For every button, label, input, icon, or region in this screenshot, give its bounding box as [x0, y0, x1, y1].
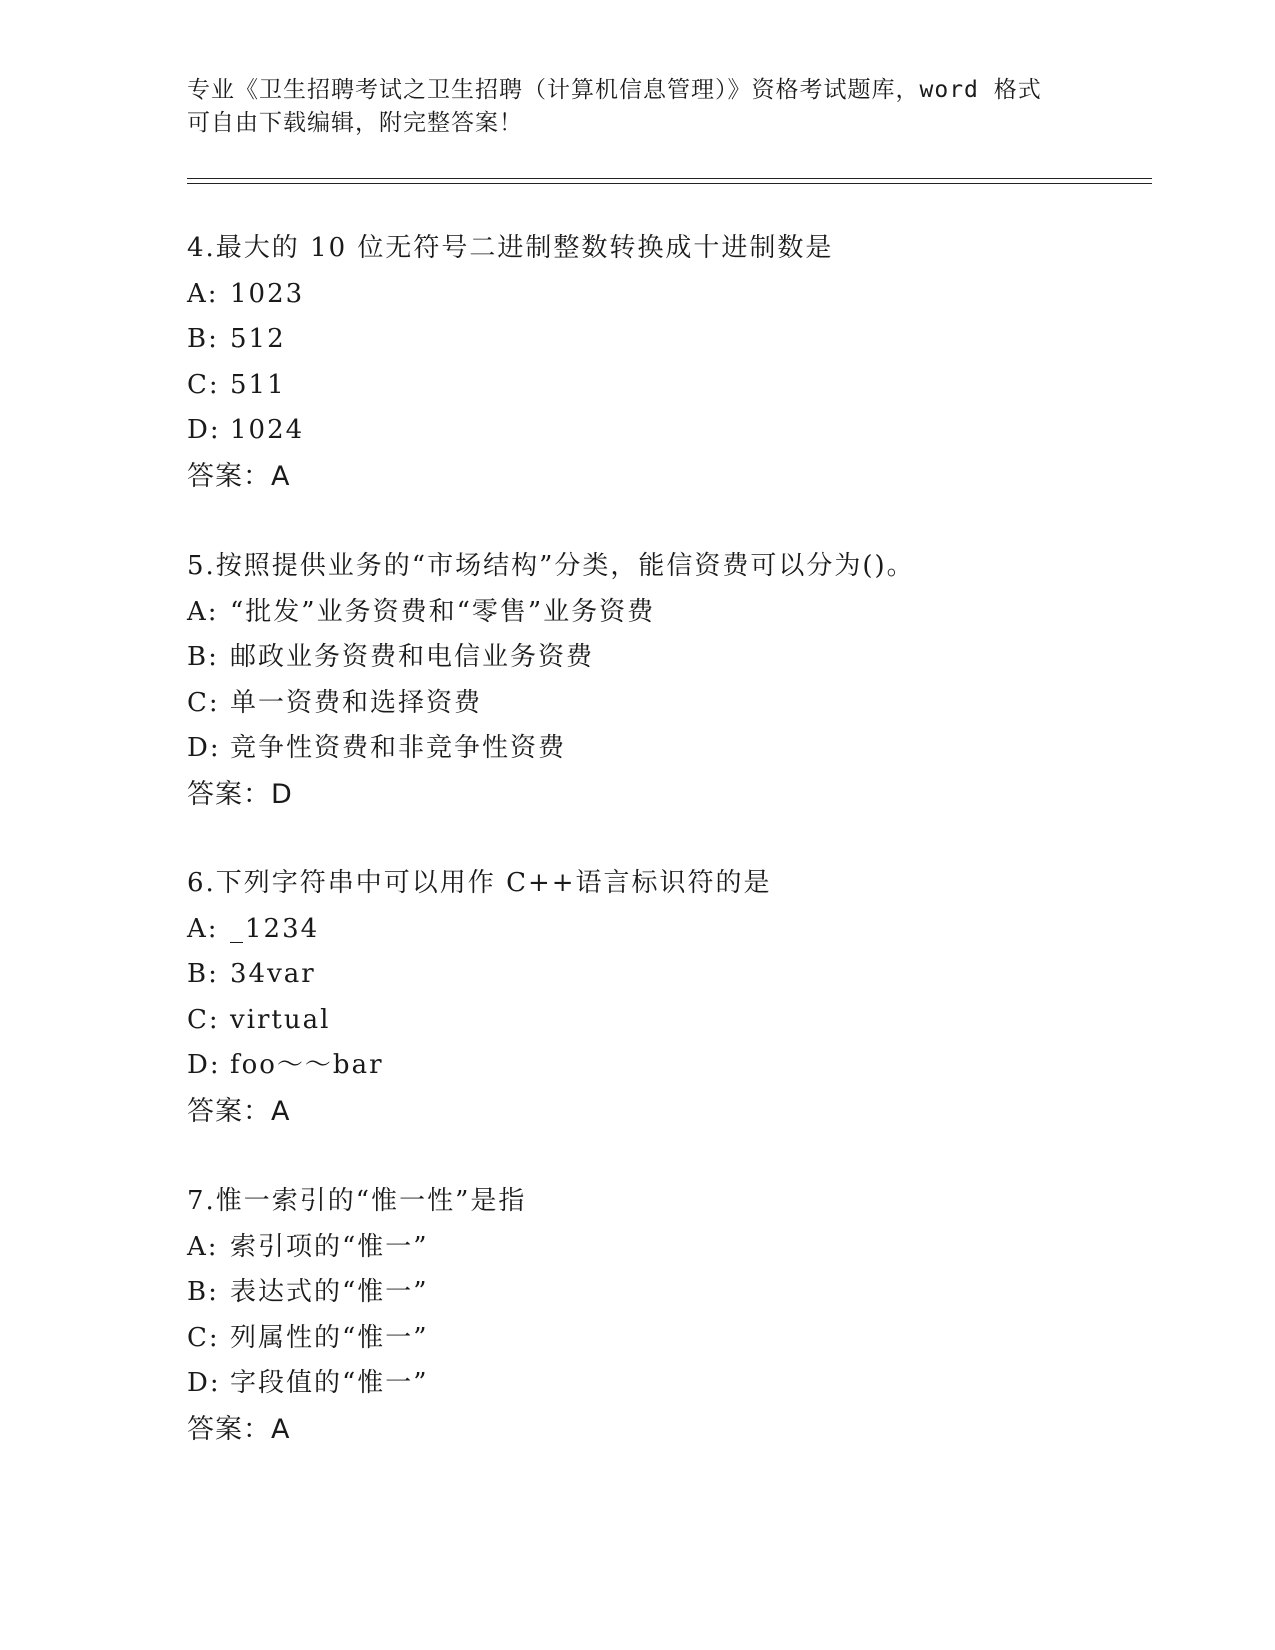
option-letter: A: — [187, 596, 219, 627]
option-text: 索引项的“惟一” — [230, 1231, 429, 1262]
option-letter: B: — [187, 642, 219, 673]
option-d — [187, 726, 1147, 772]
option-c — [187, 1316, 1147, 1362]
option-b — [187, 635, 1147, 681]
document-header — [187, 74, 1087, 140]
option-text: 竞争性资费和非竞争性资费 — [230, 733, 567, 764]
option-letter: A: — [187, 278, 219, 309]
answer-line: 答案：A — [187, 460, 291, 492]
answer-line: 答案：A — [187, 1095, 291, 1127]
option-text: 邮政业务资费和电信业务资费 — [230, 642, 595, 673]
option-text: foo～～bar — [230, 1050, 384, 1081]
option-text: 单一资费和选择资费 — [230, 687, 483, 718]
option-c — [187, 363, 1147, 409]
option-text: 表达式的“惟一” — [230, 1277, 429, 1308]
option-letter: C: — [187, 687, 220, 718]
option-text: 511 — [230, 369, 286, 400]
answer-line: 答案：A — [187, 1413, 291, 1445]
question-title: 7.惟一索引的“惟一性”是指 — [187, 1186, 527, 1216]
option-letter: A: — [187, 913, 219, 944]
option-text: 34var — [230, 959, 316, 990]
option-a — [187, 1225, 1147, 1271]
header-line-2: 可自由下载编辑，附完整答案！ — [187, 110, 523, 136]
option-letter: D: — [187, 733, 221, 764]
answer-line: 答案：D — [187, 778, 293, 810]
option-b — [187, 952, 1147, 998]
question-7 — [187, 1179, 1147, 1452]
option-letter: C: — [187, 1004, 220, 1035]
option-text: virtual — [230, 1004, 331, 1035]
header-line-1: 专业《卫生招聘考试之卫生招聘（计算机信息管理）》资格考试题库，word 格式 — [187, 77, 1042, 103]
option-a — [187, 272, 1147, 318]
option-a — [187, 907, 1147, 953]
option-text: _1234 — [230, 913, 320, 944]
option-text: 1023 — [230, 278, 305, 309]
option-d — [187, 1043, 1147, 1089]
option-text: 字段值的“惟一” — [230, 1368, 429, 1399]
option-letter: D: — [187, 1368, 221, 1399]
header-divider-bottom — [187, 183, 1152, 184]
option-letter: B: — [187, 959, 219, 990]
option-d — [187, 1361, 1147, 1407]
option-letter: A: — [187, 1231, 219, 1262]
option-d — [187, 408, 1147, 454]
option-b — [187, 317, 1147, 363]
option-text: 1024 — [230, 415, 305, 446]
question-title: 4.最大的 10 位无符号二进制整数转换成十进制数是 — [187, 233, 834, 263]
question-4 — [187, 226, 1147, 499]
option-c — [187, 681, 1147, 727]
question-6 — [187, 861, 1147, 1134]
question-5 — [187, 544, 1147, 817]
option-text: 列属性的“惟一” — [230, 1322, 429, 1353]
option-letter: B: — [187, 324, 219, 355]
option-text: 512 — [230, 324, 286, 355]
option-letter: B: — [187, 1277, 219, 1308]
option-a — [187, 590, 1147, 636]
header-divider-top — [187, 178, 1152, 179]
option-letter: D: — [187, 415, 221, 446]
option-letter: C: — [187, 369, 220, 400]
option-b — [187, 1270, 1147, 1316]
question-title: 6.下列字符串中可以用作 C++语言标识符的是 — [187, 868, 772, 898]
option-letter: D: — [187, 1050, 221, 1081]
question-title: 5.按照提供业务的“市场结构”分类，能信资费可以分为()。 — [187, 551, 915, 581]
option-text: “批发”业务资费和“零售”业务资费 — [230, 596, 656, 627]
option-letter: C: — [187, 1322, 220, 1353]
option-c — [187, 998, 1147, 1044]
